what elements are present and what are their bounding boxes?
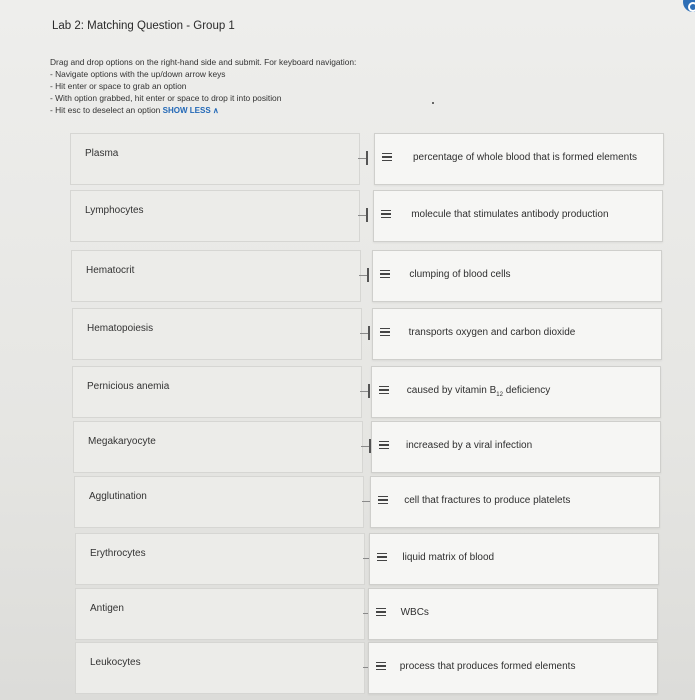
draggable-option[interactable] (371, 366, 661, 418)
decorative-dot (432, 102, 434, 104)
term-label: Leukocytes (90, 657, 141, 668)
option-label: caused by vitamin $B_{12}$ deficiency (406, 385, 551, 398)
term-label: Megakaryocyte (88, 436, 156, 447)
option-label: liquid matrix of blood (402, 552, 495, 563)
divider-bar (366, 151, 368, 165)
instructions (50, 56, 356, 117)
option-label: transports oxygen and carbon dioxide (408, 327, 576, 338)
term-slot (72, 366, 362, 418)
instruction-line: - Hit enter or space to grab an option (50, 81, 187, 91)
term-label: Erythrocytes (90, 548, 146, 559)
term-label: Pernicious anemia (87, 381, 170, 392)
drag-handle-icon[interactable] (380, 270, 390, 278)
drag-handle-icon[interactable] (382, 153, 392, 161)
instruction-line: - Navigate options with the up/down arrow keys (50, 69, 226, 79)
term-slot (75, 588, 365, 640)
term-label: Antigen (90, 603, 124, 614)
drag-handle-icon[interactable] (379, 441, 389, 449)
term-label: Hematopoiesis (87, 323, 154, 334)
instructions-heading: Drag and drop options on the right-hand side and submit. For keyboard navigation: (50, 57, 357, 67)
divider-bar (367, 268, 369, 282)
instruction-line: - Hit esc to deselect an option SHOW LESS ∧ (50, 105, 219, 115)
term-label: Agglutination (89, 491, 147, 502)
drag-handle-icon[interactable] (377, 553, 387, 561)
option-label: process that produces formed elements (399, 661, 576, 672)
page-title: Lab 2: Matching Question - Group 1 (52, 20, 235, 32)
term-slot (74, 476, 364, 528)
drag-handle-icon[interactable] (381, 210, 391, 218)
draggable-option[interactable] (369, 533, 659, 585)
option-label: cell that fractures to produce platelets (404, 495, 571, 506)
option-label: molecule that stimulates antibody production (411, 209, 609, 220)
drag-handle-icon[interactable] (379, 386, 389, 394)
term-slot (73, 421, 363, 473)
divider-bar (368, 326, 370, 340)
show-less-link[interactable]: SHOW LESS ∧ (162, 106, 219, 115)
term-slot (70, 190, 360, 242)
option-label: percentage of whole blood that is formed elements (413, 152, 638, 163)
draggable-option[interactable] (372, 250, 662, 302)
term-label: Plasma (85, 148, 119, 159)
draggable-option[interactable] (373, 190, 663, 242)
draggable-option[interactable] (372, 308, 662, 360)
draggable-option[interactable] (368, 642, 658, 694)
instruction-line: - With option grabbed, hit enter or space to drop it into position (50, 93, 282, 103)
term-slot (71, 250, 361, 302)
divider-bar (366, 208, 368, 222)
term-label: Hematocrit (86, 265, 135, 276)
drag-handle-icon[interactable] (376, 608, 386, 616)
draggable-option[interactable] (374, 133, 664, 185)
drag-handle-icon[interactable] (376, 662, 386, 670)
option-label: increased by a viral infection (406, 440, 533, 451)
term-slot (70, 133, 360, 185)
divider-bar (368, 384, 370, 398)
term-label: Lymphocytes (85, 205, 144, 216)
draggable-option[interactable] (368, 588, 658, 640)
draggable-option[interactable] (371, 421, 661, 473)
option-label: WBCs (400, 607, 429, 618)
term-slot (75, 533, 365, 585)
option-label: clumping of blood cells (409, 269, 511, 280)
draggable-option[interactable] (370, 476, 660, 528)
drag-handle-icon[interactable] (378, 496, 388, 504)
term-slot (75, 642, 365, 694)
term-slot (72, 308, 362, 360)
drag-handle-icon[interactable] (380, 328, 390, 336)
